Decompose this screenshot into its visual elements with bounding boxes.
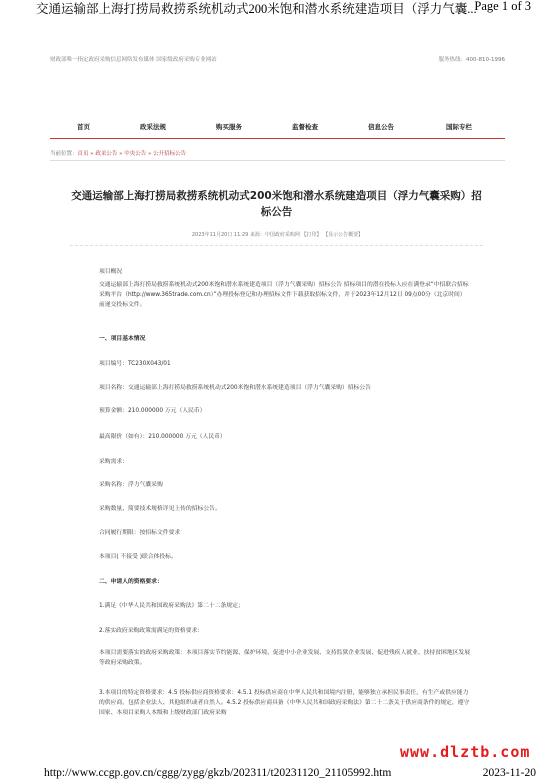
quantity-specs: 采购数量、简要技术规格详见上传的招标公告。	[99, 506, 221, 512]
consortium-note: 本项目( 不接受 )联合体投标。	[99, 554, 177, 560]
service-hotline: 服务热线：400-810-1996	[438, 57, 505, 63]
budget-amount: 预算金额：210.000000 万元（人民币）	[99, 408, 206, 414]
max-price: 最高限价（如有）：210.000000 万元（人民币）	[99, 434, 226, 440]
pdf-footer-date: 2023-11-20	[482, 767, 536, 779]
nav-item-services[interactable]: 购买服务	[216, 123, 242, 131]
overview-heading: 项目概况	[99, 269, 123, 275]
article-meta: 2023年11月20日 11:29 来源：中国政府采购网 【打印】 【显示公告概要】	[191, 232, 364, 238]
pdf-footer-url: http://www.ccgp.gov.cn/cggg/zygg/gkzb/202311/t20231120_21105992.htm	[44, 767, 392, 779]
nav-item-announcements[interactable]: 信息公告	[368, 123, 394, 131]
requirement-1: 1.满足《中华人民共和国政府采购法》第二十二条规定；	[99, 603, 244, 609]
pdf-print-header	[0, 0, 553, 14]
pdf-print-footer	[0, 767, 553, 783]
section-2-heading: 二、申请人的资格要求：	[99, 579, 163, 585]
watermark: www.dlztb.com	[400, 743, 531, 761]
site-topbar	[50, 55, 505, 63]
site-tagline: 财政部唯一指定政府采购信息网络发布媒体 国家级政府采购专业网站	[50, 57, 217, 63]
article-title: 交通运输部上海打捞局救捞系统机动式200米饱和潜水系统建造项目（浮力气囊采购）招标公告	[71, 190, 482, 218]
nav-item-home[interactable]: 首页	[77, 123, 90, 131]
overview-text: 交通运输部上海打捞局救捞系统机动式200米饱和潜水系统建造项目（浮力气囊采购）招标公告 招标项目的潜在投标人应在满登录“中招联合招标采购平台（http://www.365trade.com.cn）”办理投标登记和办理招标文件下载获取招标文件，并于2023年12月12日 09点00分（北京时间）前递交投标文件。	[99, 282, 469, 308]
breadcrumb	[50, 149, 505, 161]
policy-text: 本项目需要落实的政府采购政策：本项目落实节约能源、保护环境、促进中小企业发展、支持监狱企业发展、促进残疾人就业、扶持贫困地区发展等政府采购政策。	[99, 650, 471, 666]
nav-item-regulations[interactable]: 政采法规	[140, 123, 166, 131]
procurement-name: 采购名称：浮力气囊采购	[99, 482, 163, 488]
breadcrumb-label: 当前位置：	[50, 151, 78, 157]
section-1-heading: 一、项目基本情况	[99, 336, 146, 342]
title-divider	[70, 245, 483, 246]
nav-item-supervision[interactable]: 监督检查	[292, 123, 318, 131]
breadcrumb-path[interactable]: 首页 » 政采公告 » 中央公告 » 公开招标公告	[77, 151, 187, 157]
requirement-2: 2.落实政府采购政策需满足的资格要求：	[99, 628, 204, 634]
pdf-header-title: 交通运输部上海打捞局救捞系统机动式200米饱和潜水系统建造项目（浮力气囊...	[36, 2, 477, 16]
main-nav	[50, 118, 505, 139]
project-number: 项目编号：TC230X043/01	[99, 361, 171, 367]
procurement-needs: 采购需求：	[99, 459, 128, 465]
contract-period: 合同履行期限：按招标文件要求	[99, 530, 181, 536]
requirement-3: 3.本项目的特定资格要求：4.5 投标供应商资格要求：4.5.1 投标供应商在中华人民共和国境内注册，能够独立承担民事责任，有生产或供应能力的供应商，包括企业法人、其他组织或者自然人。4.5.2 投标供应商具备《中华人民共和国政府采购法》第二十二条关于供应商条件的规定，遵守国家、本项目采购人本级和上级财政部门政府采购	[99, 690, 470, 716]
project-name: 项目名称：交通运输部上海打捞局救捞系统机动式200米饱和潜水系统建造项目（浮力气囊采购）招标公告	[99, 385, 371, 391]
pdf-page-number: Page 1 of 3	[474, 0, 531, 13]
nav-item-international[interactable]: 国际专栏	[446, 123, 472, 131]
